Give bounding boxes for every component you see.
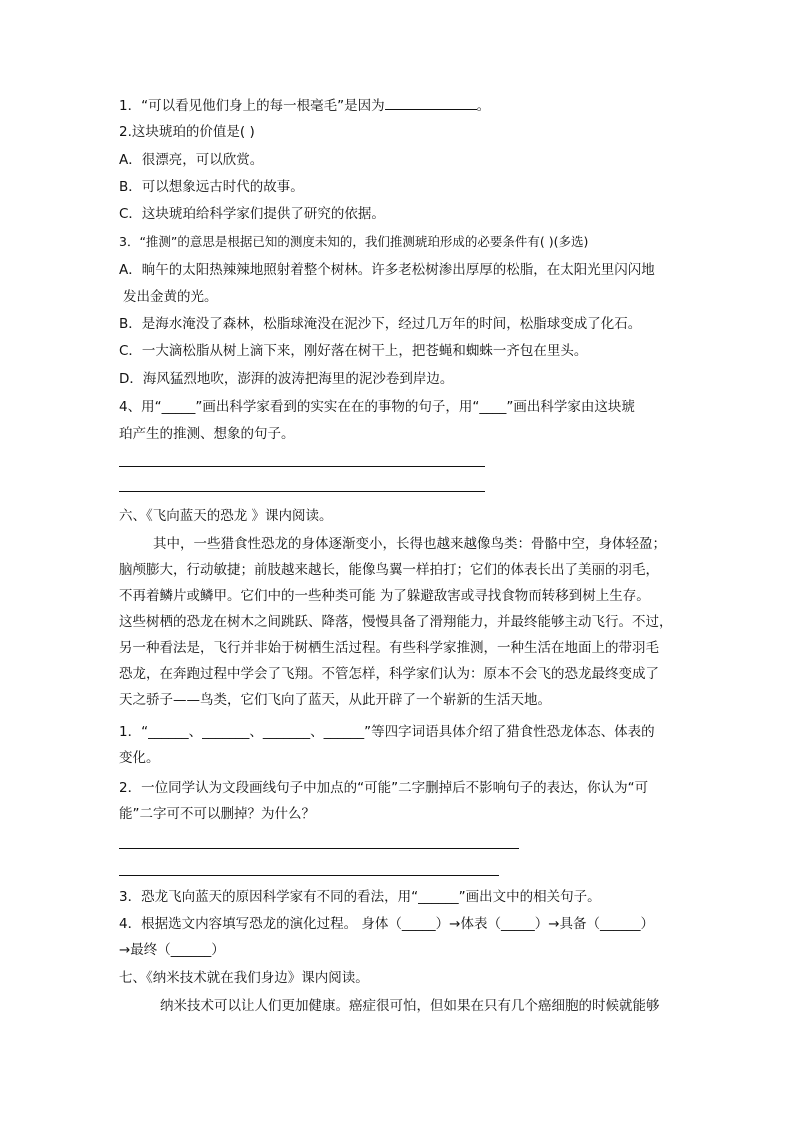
sec6-question-4-line1: 4．根据选文内容填写恐龙的演化过程。 身体（_____）→体表（_____）→具备（______）: [119, 916, 655, 932]
answer-line[interactable]: [119, 875, 499, 876]
option-2a: A．很漂亮，可以欣赏。: [119, 152, 264, 168]
option-3a-line1: A．晌午的太阳热辣辣地照射着整个树林。许多老松树渗出厚厚的松脂，在太阳光里闪闪地: [119, 262, 655, 278]
question-1: [119, 95, 490, 116]
passage-6-line: 不再着鳞片或鳞甲。它们中的一些种类可能 为了躲避敌害或寻找食物而转移到树上生存。: [119, 588, 650, 604]
option-3c: C．一大滴松脂从树上滴下来，刚好落在树干上，把苍蝇和蜘蛛一齐包在里头。: [119, 343, 588, 359]
sec6-question-3: 3．恐龙飞向蓝天的原因科学家有不同的看法，用“______”画出文中的相关句子。: [119, 889, 601, 905]
answer-line[interactable]: [119, 848, 519, 849]
passage-6-line: 其中，一些猎食性恐龙的身体逐渐变小，长得也越来越像鸟类：骨骼中空，身体轻盈；: [153, 536, 666, 552]
passage-6-line: 天之骄子——鸟类，它们飞向了蓝天，从此开辟了一个崭新的生活天地。: [119, 692, 551, 708]
question-4-line1: 4、用“_____”画出科学家看到的实实在在的事物的句子，用“____”画出科学家由这块琥: [119, 399, 635, 415]
sec6-question-2-line1: 2．一位同学认为文段画线句子中加点的“可能”二字删掉后不影响句子的表达，你认为“可: [119, 780, 649, 796]
question-1-end: 。: [476, 98, 491, 114]
answer-blank[interactable]: [385, 95, 477, 110]
answer-line[interactable]: [119, 491, 485, 492]
question-4-line2: 珀产生的推测、想象的句子。: [119, 426, 295, 442]
sec6-question-4-line2: →最终（______）: [119, 942, 225, 958]
option-2b: B．可以想象远古时代的故事。: [119, 179, 304, 195]
question-2: 2.这块琥珀的价值是( ): [119, 124, 255, 140]
section-6-title: 六、《飞向蓝天的恐龙 》课内阅读。: [119, 508, 333, 524]
passage-6-line: 另一种看法是，飞行并非始于树栖生活过程。有些科学家推测，一种生活在地面上的带羽毛: [119, 640, 659, 656]
question-1-text: 1．“可以看见他们身上的每一根毫毛”是因为: [119, 98, 385, 114]
passage-7-line: 纳米技术可以让人们更加健康。癌症很可怕，但如果在只有几个癌细胞的时候就能够: [160, 998, 660, 1014]
sec6-question-1-line2: 变化。: [119, 750, 160, 766]
section-7-title: 七、《纳米技术就在我们身边》课内阅读。: [119, 970, 369, 986]
answer-line[interactable]: [119, 466, 485, 467]
sec6-question-1-line1: 1．“______、_______、_______、______”等四字词语具体介绍了猎食性恐龙体态、体表的: [119, 724, 655, 740]
sec6-question-2-line2: 能”二字可不可以删掉？为什么？: [119, 806, 315, 822]
question-3: 3．“推测”的意思是根据已知的测度未知的，我们推测琥珀形成的必要条件有( )(多选): [119, 234, 589, 249]
option-3d: D．海风猛烈地吹，澎湃的波涛把海里的泥沙卷到岸边。: [119, 371, 454, 387]
passage-6-line: 恐龙，在奔跑过程中学会了飞翔。不管怎样，科学家们认为：原本不会飞的恐龙最终变成了: [119, 666, 659, 682]
option-3b: B．是海水淹没了森林，松脂球淹没在泥沙下，经过几万年的时间，松脂球变成了化石。: [119, 316, 642, 332]
passage-6-line: 脑颅膨大，行动敏捷；前肢越来越长，能像鸟翼一样拍打；它们的体表长出了美丽的羽毛，: [119, 562, 659, 578]
passage-6-line: 这些树栖的恐龙在树木之间跳跃、降落，慢慢具备了滑翔能力，并最终能够主动飞行。不过，: [119, 614, 673, 630]
option-2c: C．这块琥珀给科学家们提供了研究的依据。: [119, 206, 385, 222]
option-3a-line2: 发出金黄的光。: [123, 289, 218, 305]
